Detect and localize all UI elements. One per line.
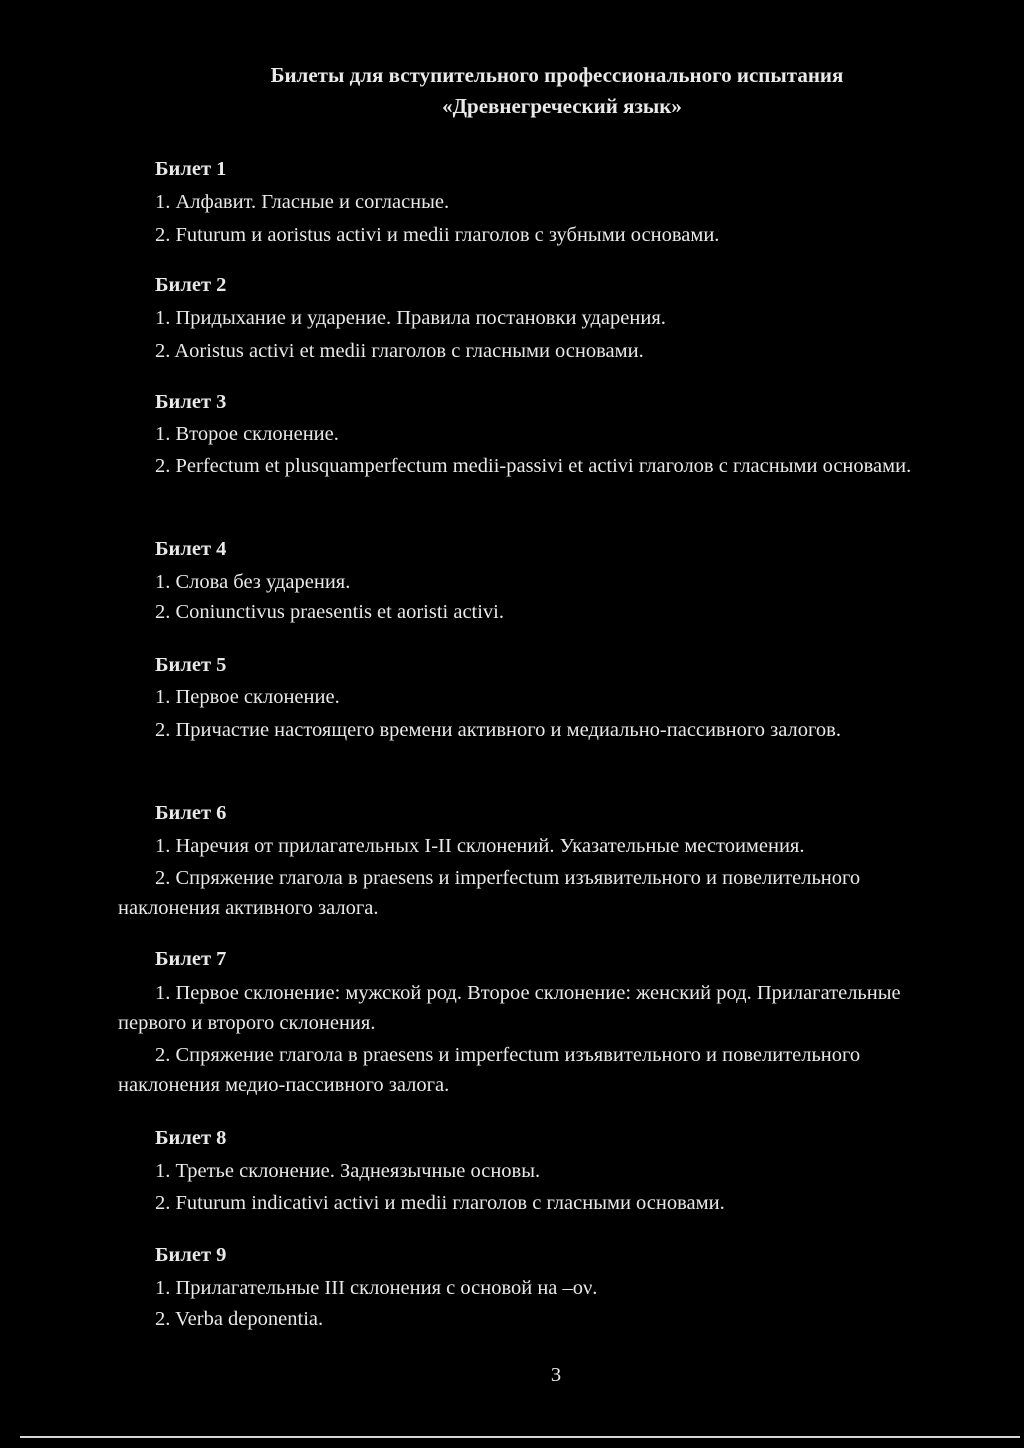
title-line-1: Билеты для вступительного профессионального испытания: [270, 63, 844, 87]
ticket-question-2: 2. Coniunctivus praesentis et aoristi activi.: [155, 601, 505, 623]
ticket-heading: Билет 7: [155, 948, 227, 970]
ticket-question-2: 2. Спряжение глагола в praesens и imperfectum изъявительного и повелительного наклонения медио-пассивного залога.: [118, 1044, 861, 1096]
ticket-question-2: 2. Futurum и aoristus activi и medii глаголов с зубными основами.: [155, 224, 720, 246]
ticket-question-2: 2. Futurum indicativi activi и medii глаголов с гласными основами.: [155, 1192, 725, 1214]
ticket-question-1: 1. Первое склонение.: [155, 686, 340, 708]
ticket-question-2: 2. Причастие настоящего времени активного и медиально-пассивного залогов.: [155, 719, 841, 741]
ticket-heading: Билет 5: [155, 654, 227, 676]
ticket-question-1: 1. Придыхание и ударение. Правила постановки ударения.: [155, 307, 666, 329]
ticket-heading: Билет 6: [155, 802, 227, 824]
ticket-question-2: 2. Спряжение глагола в praesens и imperfectum изъявительного и повелительного наклонения активного залога.: [118, 867, 861, 919]
ticket-question-1: 1. Прилагательные III склонения с основой на –ον.: [155, 1277, 598, 1299]
ticket-heading: Билет 4: [155, 538, 227, 560]
bottom-divider: [20, 1436, 1020, 1438]
ticket-heading: Билет 3: [155, 391, 227, 413]
ticket-question-2: 2. Verba deponentia.: [155, 1308, 324, 1330]
ticket-question-1: 1. Слова без ударения.: [155, 571, 351, 593]
ticket-question-1: 1. Первое склонение: мужской род. Второе склонение: женский род. Прилагательные первого и второго склонения.: [118, 982, 901, 1034]
ticket-question-2: 2. Perfectum et plusquamperfectum medii-passivi et activi глаголов с гласными основами.: [155, 455, 912, 477]
title-line-2: «Древнегреческий язык»: [442, 94, 682, 118]
ticket-question-1: 1. Наречия от прилагательных I-II склонений. Указательные местоимения.: [155, 835, 805, 857]
ticket-heading: Билет 8: [155, 1127, 227, 1149]
document-title: [0, 60, 1024, 122]
ticket-question-2: 2. Aoristus activi et medii глаголов с гласными основами.: [155, 340, 644, 362]
ticket-heading: Билет 9: [155, 1244, 227, 1266]
ticket-heading: Билет 1: [155, 158, 227, 180]
ticket-question-1: 1. Алфавит. Гласные и согласные.: [155, 191, 450, 213]
ticket-question-1: 1. Третье склонение. Заднеязычные основы.: [155, 1160, 541, 1182]
ticket-question-1: 1. Второе склонение.: [155, 423, 339, 445]
page-number: 3: [550, 1364, 562, 1386]
ticket-heading: Билет 2: [155, 274, 227, 296]
